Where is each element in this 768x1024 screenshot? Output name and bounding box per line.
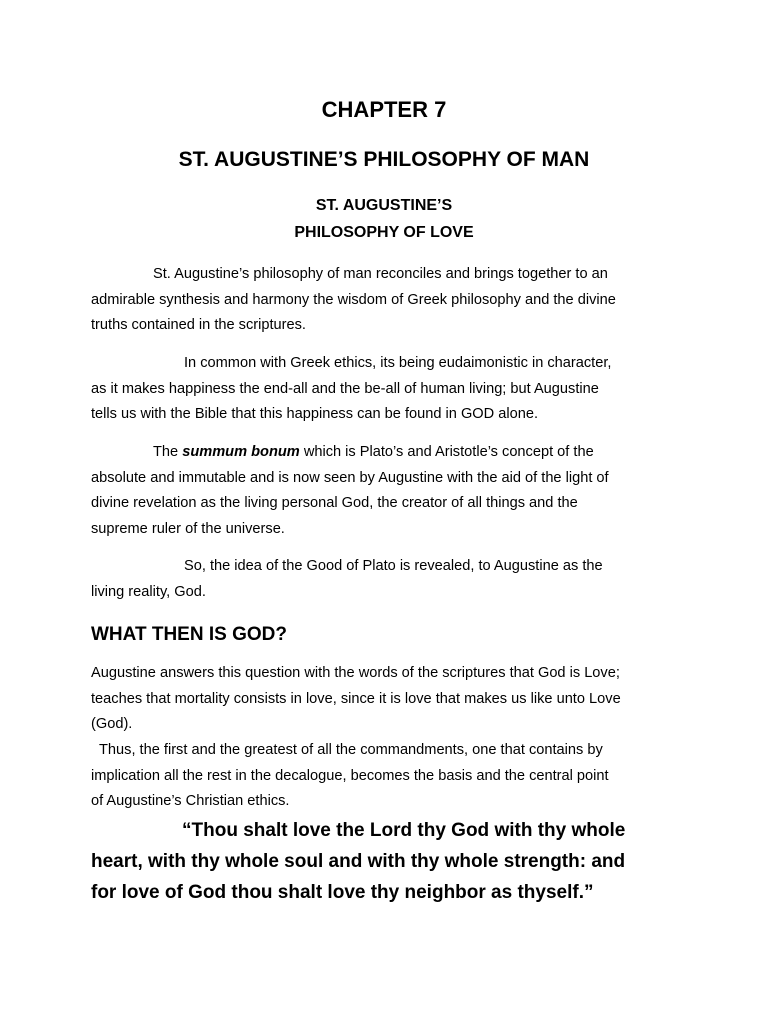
emphasized-term: summum bonum — [182, 444, 300, 460]
paragraph-line: as it makes happiness the end-all and the be-all of human living; but Augustine — [91, 380, 599, 397]
paragraph-line: Thus, the first and the greatest of all the commandments, one that contains by — [99, 742, 603, 758]
paragraph-line: tells us with the Bible that this happiness can be found in GOD alone. — [91, 406, 538, 422]
section-heading: WHAT THEN IS GOD? — [91, 624, 287, 645]
paragraph-line: (God). — [91, 716, 133, 732]
chapter-title: ST. AUGUSTINE’S PHILOSOPHY OF MAN — [178, 148, 590, 171]
paragraph-greek-ethics — [91, 351, 691, 428]
paragraph-line: Augustine answers this question with the words of the scriptures that God is Love; — [91, 665, 620, 681]
paragraph-line: St. Augustine’s philosophy of man reconciles and brings together to an — [153, 266, 608, 282]
paragraph-line: In common with Greek ethics, its being eudaimonistic in character, — [184, 355, 612, 371]
chapter-heading: CHAPTER 7 — [321, 97, 447, 122]
quote-line: for love of God thou shalt love thy neighbor as thyself.” — [91, 882, 594, 903]
subtitle-line-2: PHILOSOPHY OF LOVE — [294, 224, 474, 241]
paragraph-line: implication all the rest in the decalogue, becomes the basis and the central point — [91, 767, 609, 784]
paragraph-line: absolute and immutable and is now seen by Augustine with the aid of the light of — [91, 469, 609, 486]
paragraph-line: admirable synthesis and harmony the wisdom of Greek philosophy and the divine — [91, 291, 616, 308]
paragraph-synthesis — [91, 262, 691, 339]
paragraph-line: living reality, God. — [91, 583, 206, 600]
paragraph-line: So, the idea of the Good of Plato is revealed, to Augustine as the — [184, 558, 603, 574]
paragraph-line: of Augustine’s Christian ethics. — [91, 793, 290, 809]
quote-line: “Thou shalt love the Lord thy God with thy whole — [182, 820, 626, 841]
text-lead: The — [153, 444, 183, 460]
paragraph-line — [91, 440, 691, 466]
paragraph-line: truths contained in the scriptures. — [91, 317, 306, 333]
paragraph-line: teaches that mortality consists in love, since it is love that makes us like unto Love — [91, 690, 621, 707]
paragraph-commandments — [91, 738, 691, 815]
paragraph-line: supreme ruler of the universe. — [91, 520, 285, 537]
commandment-quote — [91, 815, 711, 908]
text-rest: which is Plato’s and Aristotle’s concept of the — [299, 444, 594, 460]
paragraph-good-of-plato — [91, 554, 691, 605]
paragraph-summum-bonum — [91, 440, 691, 542]
subtitle-line-1: ST. AUGUSTINE’S — [315, 197, 453, 214]
paragraph-line: divine revelation as the living personal God, the creator of all things and the — [91, 495, 578, 511]
quote-line: heart, with thy whole soul and with thy whole strength: and — [91, 851, 626, 872]
paragraph-god-is-love — [91, 661, 691, 738]
